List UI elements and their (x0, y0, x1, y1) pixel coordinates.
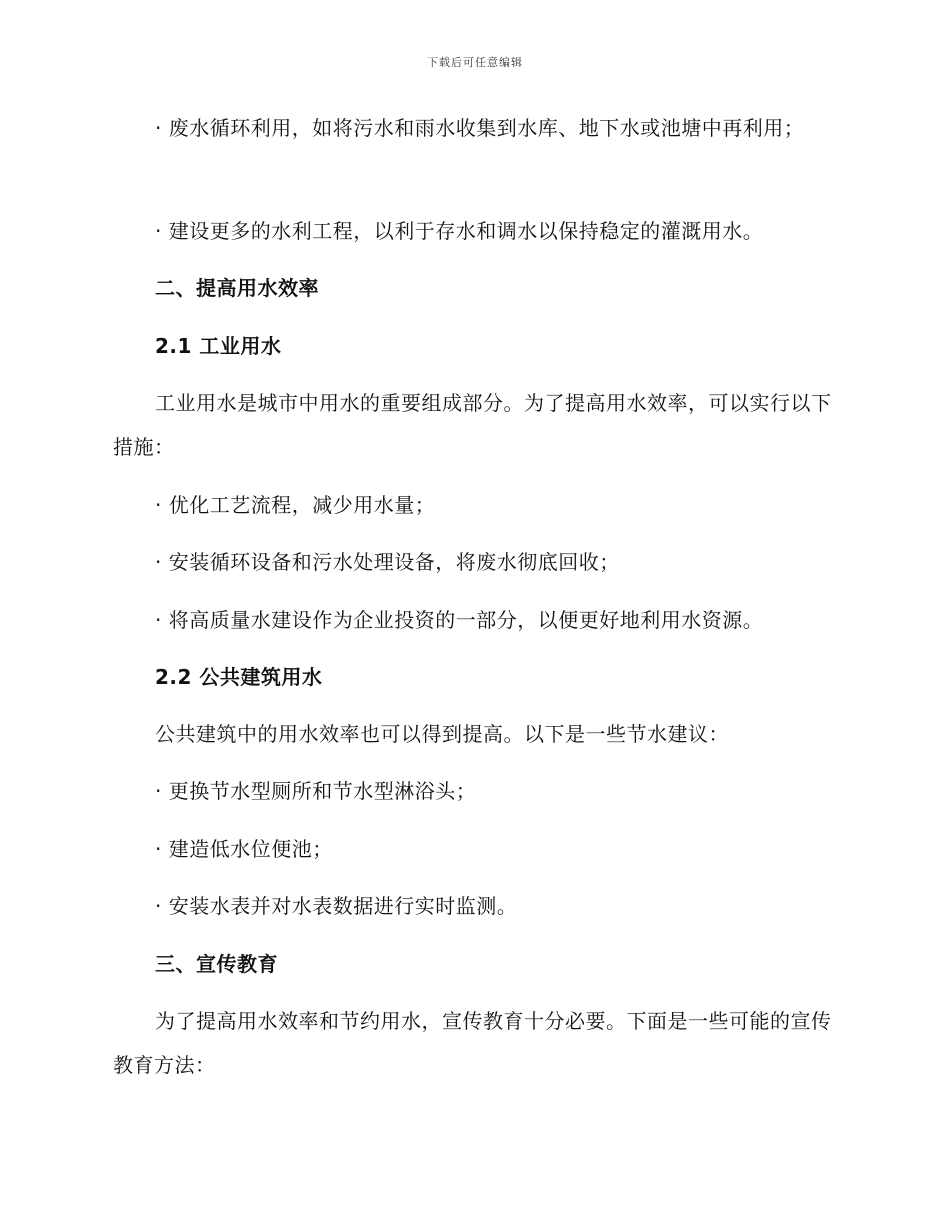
bullet-recycling-equipment: · 安装循环设备和污水处理设备，将废水彻底回收； (155, 550, 620, 574)
bullet-wastewater-reuse: · 废水循环利用，如将污水和雨水收集到水库、地下水或池塘中再利用； (155, 116, 805, 140)
subsection-heading-2-2: 2.2 公共建筑用水 (155, 665, 323, 689)
bullet-water-meters: · 安装水表并对水表数据进行实时监测。 (155, 894, 518, 918)
subsection-heading-2-1: 2.1 工业用水 (155, 334, 282, 358)
bullet-optimize-process: · 优化工艺流程，减少用水量； (155, 493, 436, 517)
bullet-replace-toilets-showers: · 更换节水型厕所和节水型淋浴头； (155, 779, 477, 803)
bullet-quality-water-investment: · 将高质量水建设作为企业投资的一部分，以便更好地利用水资源。 (155, 608, 764, 632)
section-heading-3: 三、宣传教育 (155, 952, 278, 976)
bullet-low-water-urinals: · 建造低水位便池； (155, 837, 333, 861)
paragraph-publicity-education: 为了提高用水效率和节约用水，宣传教育十分必要。下面是一些可能的宣传教育方法： (113, 1009, 832, 1077)
page-header: 下载后可任意编辑 (427, 56, 523, 69)
bullet-water-projects: · 建设更多的水利工程，以利于存水和调水以保持稳定的灌溉用水。 (155, 219, 764, 243)
section-heading-2: 二、提高用水效率 (155, 276, 319, 300)
paragraph-public-buildings: 公共建筑中的用水效率也可以得到提高。以下是一些节水建议： (155, 722, 729, 746)
paragraph-industrial-water: 工业用水是城市中用水的重要组成部分。为了提高用水效率，可以实行以下措施： (113, 391, 832, 459)
